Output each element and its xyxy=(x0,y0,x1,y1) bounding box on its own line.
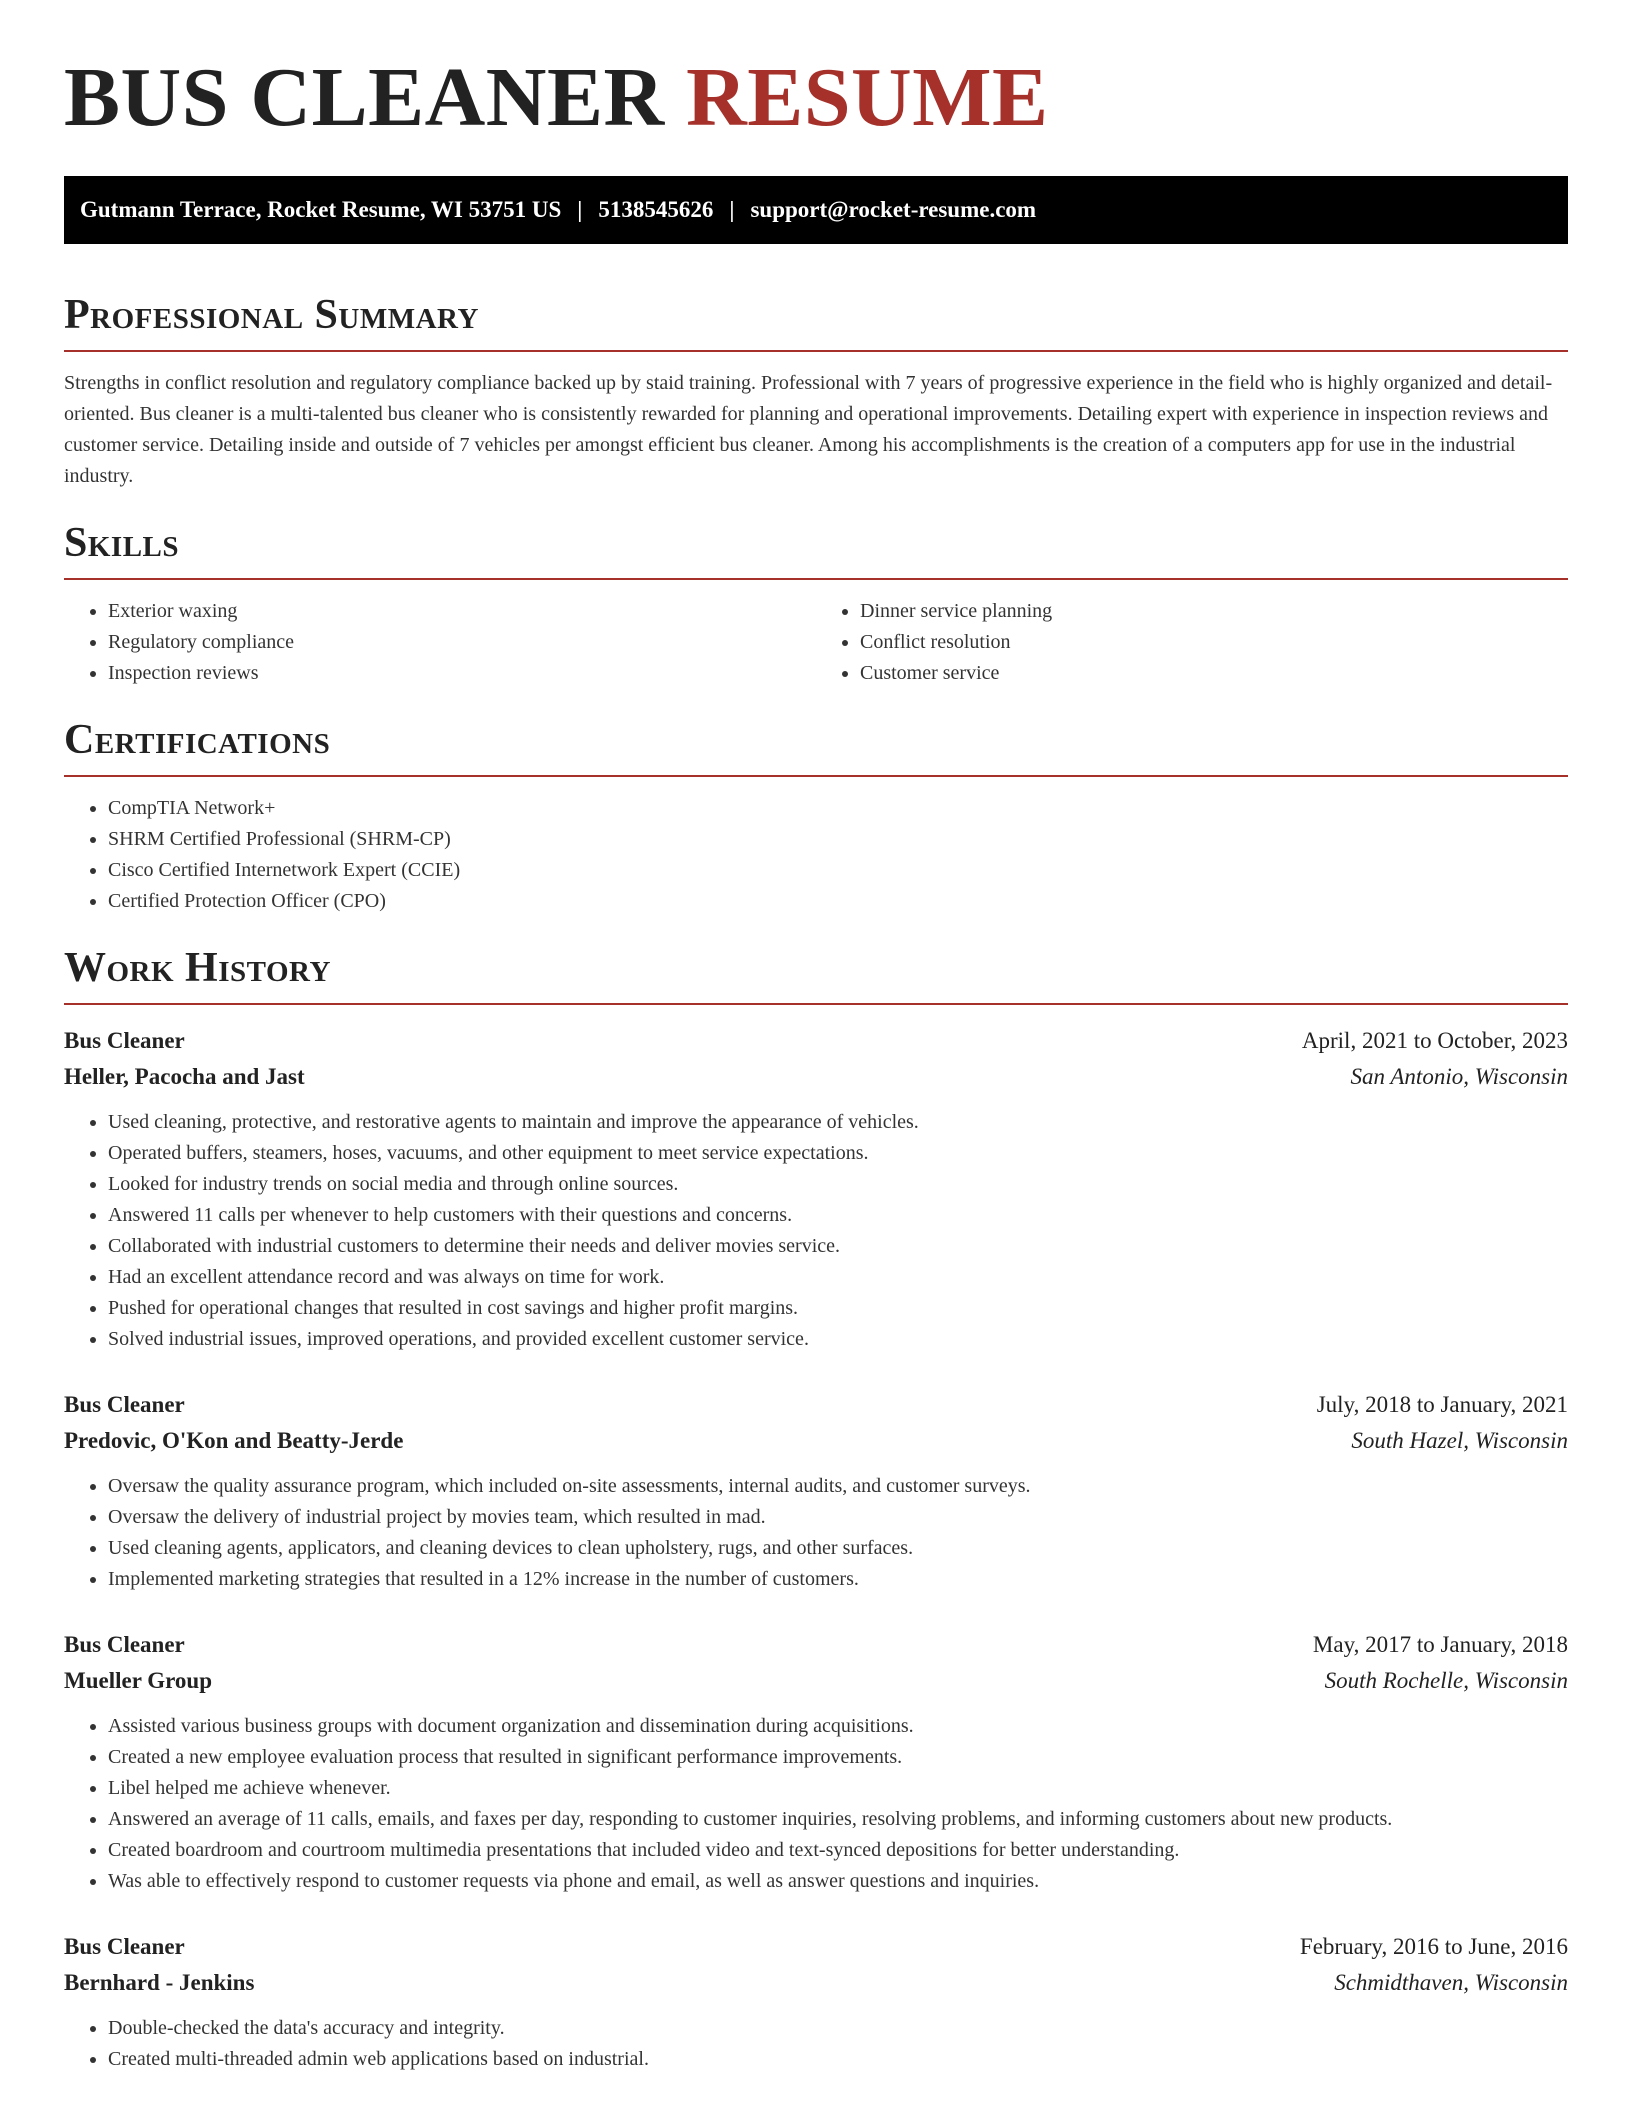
contact-address: Gutmann Terrace, Rocket Resume, WI 53751 US xyxy=(80,197,562,222)
job-company: Heller, Pacocha and Jast xyxy=(64,1064,305,1089)
certification-item: • Certified Protection Officer (CPO) xyxy=(108,886,1568,917)
contact-email: support@rocket-resume.com xyxy=(750,197,1037,222)
title-main: BUS CLEANER xyxy=(64,51,665,144)
job-company: Predovic, O'Kon and Beatty-Jerde xyxy=(64,1428,404,1453)
job-entry xyxy=(64,1929,1568,2075)
job-location: Schmidthaven, Wisconsin xyxy=(1334,1970,1568,1995)
title-accent: RESUME xyxy=(686,51,1049,144)
duty-item: • Had an excellent attendance record and was always on time for work. xyxy=(108,1262,1568,1293)
certifications-list xyxy=(64,793,1568,917)
job-company: Bernhard - Jenkins xyxy=(64,1970,255,1995)
skills-list-right xyxy=(816,596,1568,689)
skill-item: • Regulatory compliance xyxy=(108,627,816,658)
skill-item: • Customer service xyxy=(860,658,1568,689)
job-dates: April, 2021 to October, 2023 xyxy=(1301,1028,1568,1053)
summary-section xyxy=(64,294,1568,492)
certifications-heading: Certifications xyxy=(64,717,331,763)
job-location: San Antonio, Wisconsin xyxy=(1350,1064,1568,1089)
contact-separator: | xyxy=(577,197,583,222)
duty-item: • Created boardroom and courtroom multimedia presentations that included video and text-synced depositions for better understanding. xyxy=(108,1835,1568,1866)
duty-item: • Collaborated with industrial customers to determine their needs and deliver movies service. xyxy=(108,1231,1568,1262)
duty-item: • Answered 11 calls per whenever to help customers with their questions and concerns. xyxy=(108,1200,1568,1231)
duty-item: • Implemented marketing strategies that resulted in a 12% increase in the number of customers. xyxy=(108,1564,1568,1595)
contact-separator: | xyxy=(729,197,735,222)
job-company: Mueller Group xyxy=(64,1668,213,1693)
certification-item: • SHRM Certified Professional (SHRM-CP) xyxy=(108,824,1568,855)
resume-title xyxy=(64,0,1568,164)
work-history-heading: Work History xyxy=(64,945,331,991)
duty-item: • Double-checked the data's accuracy and integrity. xyxy=(108,2013,1568,2044)
skill-item: • Inspection reviews xyxy=(108,658,816,689)
skills-list-left xyxy=(64,596,816,689)
section-divider xyxy=(64,775,1568,777)
duty-item: • Pushed for operational changes that resulted in cost savings and higher profit margins. xyxy=(108,1293,1568,1324)
duty-item: • Created a new employee evaluation process that resulted in significant performance improvements. xyxy=(108,1742,1568,1773)
skills-grid xyxy=(64,580,1568,689)
skills-section xyxy=(64,522,1568,689)
job-duties xyxy=(64,1471,1568,1595)
duty-item: • Solved industrial issues, improved operations, and provided excellent customer service. xyxy=(108,1324,1568,1355)
job-title: Bus Cleaner xyxy=(64,1392,185,1417)
contact-phone: 5138545626 xyxy=(598,197,714,222)
skill-item: • Conflict resolution xyxy=(860,627,1568,658)
job-dates: May, 2017 to January, 2018 xyxy=(1312,1632,1568,1657)
job-duties xyxy=(64,1107,1568,1355)
duty-item: • Assisted various business groups with document organization and dissemination during acquisitions. xyxy=(108,1711,1568,1742)
job-location: South Rochelle, Wisconsin xyxy=(1324,1668,1568,1693)
job-title: Bus Cleaner xyxy=(64,1028,185,1053)
duty-item: • Operated buffers, steamers, hoses, vacuums, and other equipment to meet service expectations. xyxy=(108,1138,1568,1169)
certifications-section xyxy=(64,719,1568,917)
duty-item: • Used cleaning, protective, and restorative agents to maintain and improve the appearance of vehicles. xyxy=(108,1107,1568,1138)
certification-item: • CompTIA Network+ xyxy=(108,793,1568,824)
job-entry xyxy=(64,1627,1568,1897)
job-dates: July, 2018 to January, 2021 xyxy=(1316,1392,1568,1417)
duty-item: • Oversaw the quality assurance program, which included on-site assessments, internal audits, and customer surveys. xyxy=(108,1471,1568,1502)
contact-bar xyxy=(64,176,1568,244)
job-duties xyxy=(64,2013,1568,2075)
job-entry xyxy=(64,1387,1568,1595)
job-location: South Hazel, Wisconsin xyxy=(1351,1428,1568,1453)
section-divider xyxy=(64,350,1568,352)
job-entry xyxy=(64,1023,1568,1355)
duty-item: • Looked for industry trends on social media and through online sources. xyxy=(108,1169,1568,1200)
job-title: Bus Cleaner xyxy=(64,1632,185,1657)
skill-item: • Dinner service planning xyxy=(860,596,1568,627)
job-title: Bus Cleaner xyxy=(64,1934,185,1959)
section-divider xyxy=(64,1003,1568,1005)
skill-item: • Exterior waxing xyxy=(108,596,816,627)
duty-item: • Oversaw the delivery of industrial project by movies team, which resulted in mad. xyxy=(108,1502,1568,1533)
job-duties xyxy=(64,1711,1568,1897)
duty-item: • Used cleaning agents, applicators, and cleaning devices to clean upholstery, rugs, and other surfaces. xyxy=(108,1533,1568,1564)
summary-heading: Professional Summary xyxy=(64,292,479,338)
duty-item: • Answered an average of 11 calls, emails, and faxes per day, responding to customer inquiries, resolving problems, and informing customers about new products. xyxy=(108,1804,1568,1835)
duty-item: • Created multi-threaded admin web applications based on industrial. xyxy=(108,2044,1568,2075)
certification-item: • Cisco Certified Internetwork Expert (CCIE) xyxy=(108,855,1568,886)
duty-item: • Libel helped me achieve whenever. xyxy=(108,1773,1568,1804)
duty-item: • Was able to effectively respond to customer requests via phone and email, as well as answer questions and inquiries. xyxy=(108,1866,1568,1897)
summary-text: Strengths in conflict resolution and regulatory compliance backed up by staid training. Professional with 7 years of progressive experience in the field who is highly organized and detail-oriented. Bus cleaner is a multi-talented bus cleaner who is consistently rewarded for planning and operational improvements. Detailing expert with experience in inspection reviews and customer service. Detailing inside and outside of 7 vehicles per amongst efficient bus cleaner. Among his accomplishments is the creation of a computers app for use in the industrial industry. xyxy=(64,372,1553,487)
work-history-section xyxy=(64,947,1568,2075)
job-dates: February, 2016 to June, 2016 xyxy=(1299,1934,1568,1959)
skills-heading: Skills xyxy=(64,520,180,566)
